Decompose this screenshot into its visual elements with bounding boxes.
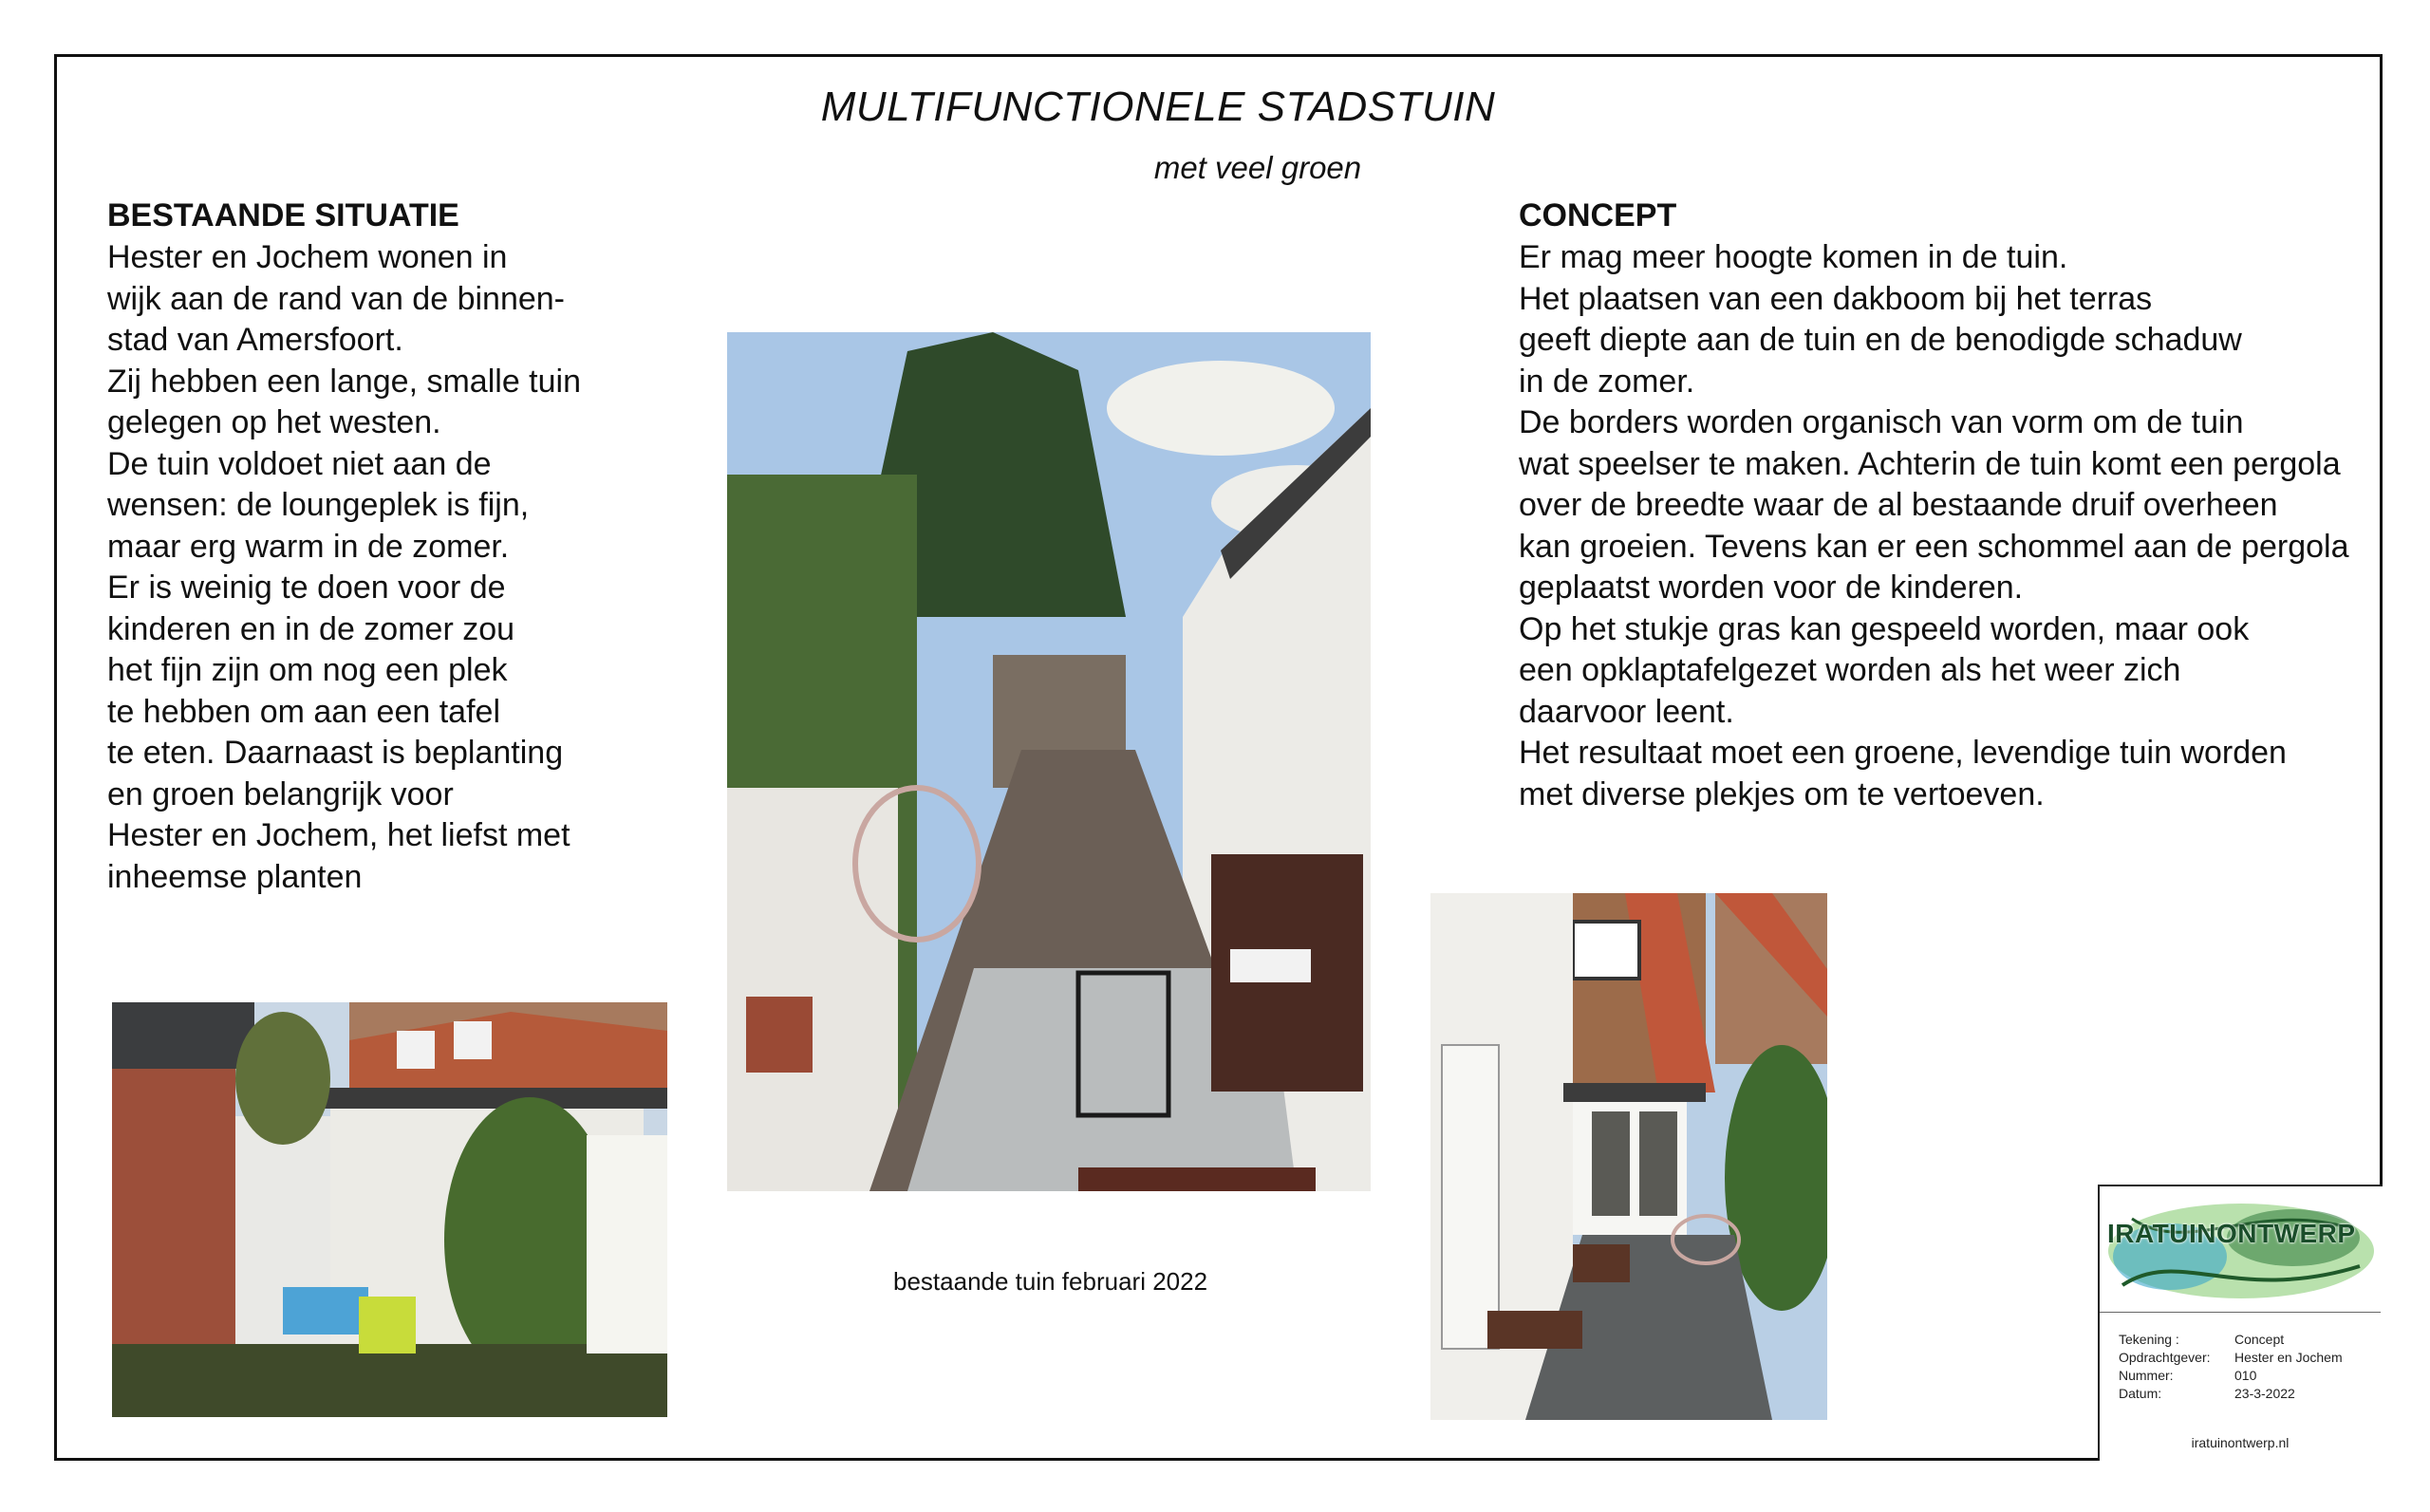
existing-situation-line: en groen belangrijk voor	[107, 775, 454, 812]
title-block-value: 23-3-2022	[2234, 1386, 2295, 1401]
concept-text	[1519, 237, 2349, 815]
photo-garden-path	[727, 332, 1371, 1191]
title-block-key: Datum:	[2119, 1386, 2162, 1401]
title-block-key: Opdrachtgever:	[2119, 1350, 2211, 1365]
concept-line: Op het stukje gras kan gespeeld worden, maar ook	[1519, 610, 2250, 647]
existing-situation-line: inheemse planten	[107, 858, 363, 895]
existing-situation-line: maar erg warm in de zomer.	[107, 528, 510, 565]
photo-caption: bestaande tuin februari 2022	[893, 1267, 1208, 1296]
existing-situation-line: Hester en Jochem wonen in	[107, 239, 508, 275]
concept-line: geplaatst worden voor de kinderen.	[1519, 569, 2024, 606]
existing-situation-line: Zij hebben een lange, smalle tuin	[107, 363, 581, 400]
title-block-key: Tekening :	[2119, 1332, 2179, 1347]
existing-situation-line: te eten. Daarnaast is beplanting	[107, 735, 564, 771]
logo-text: IRATUINONTWERP	[2107, 1219, 2356, 1248]
title-block	[2098, 1185, 2383, 1461]
title-block-details	[2119, 1331, 2343, 1403]
photo-backyard-shed	[112, 1002, 667, 1417]
concept-line: geeft diepte aan de tuin en de benodigde schaduw	[1519, 322, 2242, 358]
concept-heading: CONCEPT	[1519, 197, 1677, 233]
concept-line: Het plaatsen van een dakboom bij het terras	[1519, 280, 2153, 317]
title-block-row	[2119, 1349, 2343, 1367]
page-subtitle: met veel groen	[1153, 150, 1362, 185]
title-block-row	[2119, 1367, 2343, 1385]
title-block-divider	[2100, 1312, 2381, 1313]
existing-situation-line: De tuin voldoet niet aan de	[107, 445, 492, 482]
title-block-value: Hester en Jochem	[2234, 1350, 2343, 1365]
concept-line: kan groeien. Tevens kan er een schommel aan de pergola	[1519, 528, 2349, 565]
title-block-row	[2119, 1385, 2343, 1403]
concept-line: in de zomer.	[1519, 363, 1695, 400]
concept-line: met diverse plekjes om te vertoeven.	[1519, 775, 2045, 812]
concept-line: daarvoor leent.	[1519, 693, 1734, 730]
concept-line: over de breedte waar de al bestaande druif overheen	[1519, 487, 2278, 523]
title-block-key: Nummer:	[2119, 1368, 2174, 1383]
existing-situation-line: gelegen op het westen.	[107, 404, 441, 440]
page-title: MULTIFUNCTIONELE STADSTUIN	[820, 84, 1496, 130]
existing-situation-line: wijk aan de rand van de binnen-	[107, 280, 565, 317]
concept-line: wat speelser te maken. Achterin de tuin komt een pergola	[1519, 445, 2341, 482]
title-block-value: 010	[2234, 1368, 2257, 1383]
existing-situation-line: stad van Amersfoort.	[107, 322, 403, 358]
concept-line: Het resultaat moet een groene, levendige tuin worden	[1519, 735, 2287, 771]
concept-line: een opklaptafelgezet worden als het weer zich	[1519, 652, 2181, 688]
photo-house-view	[1430, 893, 1827, 1420]
existing-situation-line: te hebben om aan een tafel	[107, 693, 500, 730]
company-logo	[2103, 1190, 2379, 1312]
existing-situation-line: kinderen en in de zomer zou	[107, 610, 515, 647]
existing-situation-text	[107, 237, 581, 898]
concept-line: Er mag meer hoogte komen in de tuin.	[1519, 239, 2068, 275]
company-website[interactable]: iratuinontwerp.nl	[2191, 1435, 2290, 1450]
title-block-row	[2119, 1331, 2343, 1349]
existing-situation-line: wensen: de loungeplek is fijn,	[107, 487, 530, 523]
existing-situation-heading: BESTAANDE SITUATIE	[107, 197, 459, 233]
existing-situation-line: het fijn zijn om nog een plek	[107, 652, 508, 688]
title-block-value: Concept	[2234, 1332, 2285, 1347]
concept-line: De borders worden organisch van vorm om de tuin	[1519, 404, 2244, 440]
existing-situation-line: Er is weinig te doen voor de	[107, 569, 506, 606]
existing-situation-line: Hester en Jochem, het liefst met	[107, 817, 570, 853]
